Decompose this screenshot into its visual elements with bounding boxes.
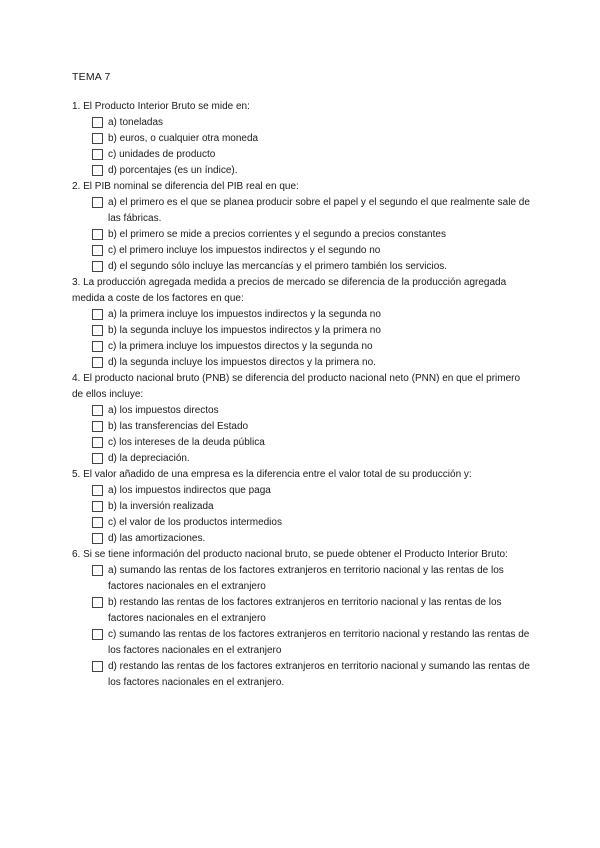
checkbox-icon[interactable] (92, 661, 103, 672)
option-label: a) los impuestos indirectos que paga (108, 485, 271, 496)
answer-option[interactable] (72, 243, 532, 259)
option-label: c) los intereses de la deuda pública (108, 437, 265, 448)
option-label: b) restando las rentas de los factores extranjeros en territorio nacional y las rentas de los factores nacionales en el extranjero (108, 597, 502, 624)
option-label: b) la segunda incluye los impuestos indirectos y la primera no (108, 325, 381, 336)
option-list (72, 115, 532, 179)
answer-option[interactable] (72, 307, 532, 323)
question-text: 4. El producto nacional bruto (PNB) se diferencia del producto nacional neto (PNN) en que el primero de ellos incluye: (72, 373, 521, 400)
question-5 (72, 467, 532, 547)
option-label: d) la segunda incluye los impuestos directos y la primera no. (108, 357, 376, 368)
option-label: a) toneladas (108, 117, 164, 128)
checkbox-icon[interactable] (92, 565, 103, 576)
checkbox-icon[interactable] (92, 165, 103, 176)
answer-option[interactable] (72, 323, 532, 339)
answer-option[interactable] (72, 531, 532, 547)
checkbox-icon[interactable] (92, 421, 103, 432)
option-label: c) la primera incluye los impuestos directos y la segunda no (108, 341, 373, 352)
checkbox-icon[interactable] (92, 517, 103, 528)
question-2 (72, 179, 532, 275)
answer-option[interactable] (72, 147, 532, 163)
checkbox-icon[interactable] (92, 197, 103, 208)
option-label: d) la depreciación. (108, 453, 190, 464)
option-list (72, 403, 532, 467)
answer-option[interactable] (72, 435, 532, 451)
answer-option[interactable] (72, 627, 532, 659)
answer-option[interactable] (72, 339, 532, 355)
checkbox-icon[interactable] (92, 309, 103, 320)
option-label: b) la inversión realizada (108, 501, 214, 512)
option-label: d) porcentajes (es un índice). (108, 165, 238, 176)
option-label: a) el primero es el que se planea producir sobre el papel y el segundo el que realmente sale de las fábricas. (108, 197, 530, 224)
option-label: c) sumando las rentas de los factores extranjeros en territorio nacional y restando las rentas de los factores nacionales en el extranjero (108, 629, 530, 656)
checkbox-icon[interactable] (92, 341, 103, 352)
option-list (72, 483, 532, 547)
answer-option[interactable] (72, 483, 532, 499)
question-text: 2. El PIB nominal se diferencia del PIB real en que: (72, 181, 299, 192)
option-label: d) restando las rentas de los factores extranjeros en territorio nacional y sumando las rentas de los factores nacionales en el extranjero. (108, 661, 530, 688)
page-title: TEMA 7 (72, 71, 111, 83)
checkbox-icon[interactable] (92, 261, 103, 272)
answer-option[interactable] (72, 403, 532, 419)
checkbox-icon[interactable] (92, 437, 103, 448)
option-label: b) euros, o cualquier otra moneda (108, 133, 259, 144)
question-3 (72, 275, 532, 371)
answer-option[interactable] (72, 227, 532, 243)
question-text: 1. El Producto Interior Bruto se mide en: (72, 101, 250, 112)
answer-option[interactable] (72, 515, 532, 531)
question-list (72, 99, 532, 691)
checkbox-icon[interactable] (92, 453, 103, 464)
option-label: d) el segundo sólo incluye las mercancías y el primero también los servicios. (108, 261, 448, 272)
answer-option[interactable] (72, 595, 532, 627)
checkbox-icon[interactable] (92, 597, 103, 608)
checkbox-icon[interactable] (92, 245, 103, 256)
checkbox-icon[interactable] (92, 629, 103, 640)
option-label: c) unidades de producto (108, 149, 216, 160)
answer-option[interactable] (72, 419, 532, 435)
option-label: b) el primero se mide a precios corrientes y el segundo a precios constantes (108, 229, 446, 240)
answer-option[interactable] (72, 259, 532, 275)
checkbox-icon[interactable] (92, 149, 103, 160)
checkbox-icon[interactable] (92, 485, 103, 496)
option-label: b) las transferencias del Estado (108, 421, 249, 432)
checkbox-icon[interactable] (92, 325, 103, 336)
checkbox-icon[interactable] (92, 229, 103, 240)
question-6 (72, 547, 532, 691)
question-text: 3. La producción agregada medida a precios de mercado se diferencia de la producción agregada medida a coste de los factores en que: (72, 277, 507, 304)
option-list (72, 195, 532, 275)
option-label: c) el valor de los productos intermedios (108, 517, 282, 528)
answer-option[interactable] (72, 163, 532, 179)
option-label: d) las amortizaciones. (108, 533, 206, 544)
answer-option[interactable] (72, 659, 532, 691)
option-label: c) el primero incluye los impuestos indirectos y el segundo no (108, 245, 381, 256)
checkbox-icon[interactable] (92, 117, 103, 128)
answer-option[interactable] (72, 195, 532, 227)
question-text: 5. El valor añadido de una empresa es la diferencia entre el valor total de su producción y: (72, 469, 472, 480)
question-1 (72, 99, 532, 179)
checkbox-icon[interactable] (92, 533, 103, 544)
checkbox-icon[interactable] (92, 133, 103, 144)
checkbox-icon[interactable] (92, 501, 103, 512)
answer-option[interactable] (72, 563, 532, 595)
checkbox-icon[interactable] (92, 357, 103, 368)
answer-option[interactable] (72, 115, 532, 131)
option-label: a) sumando las rentas de los factores extranjeros en territorio nacional y las rentas de los factores nacionales en el extranjero (108, 565, 504, 592)
answer-option[interactable] (72, 499, 532, 515)
answer-option[interactable] (72, 131, 532, 147)
option-list (72, 307, 532, 371)
option-label: a) los impuestos directos (108, 405, 219, 416)
question-4 (72, 371, 532, 467)
answer-option[interactable] (72, 451, 532, 467)
checkbox-icon[interactable] (92, 405, 103, 416)
option-label: a) la primera incluye los impuestos indirectos y la segunda no (108, 309, 381, 320)
option-list (72, 563, 532, 691)
question-text: 6. Si se tiene información del producto nacional bruto, se puede obtener el Producto Interior Bruto: (72, 549, 508, 560)
answer-option[interactable] (72, 355, 532, 371)
